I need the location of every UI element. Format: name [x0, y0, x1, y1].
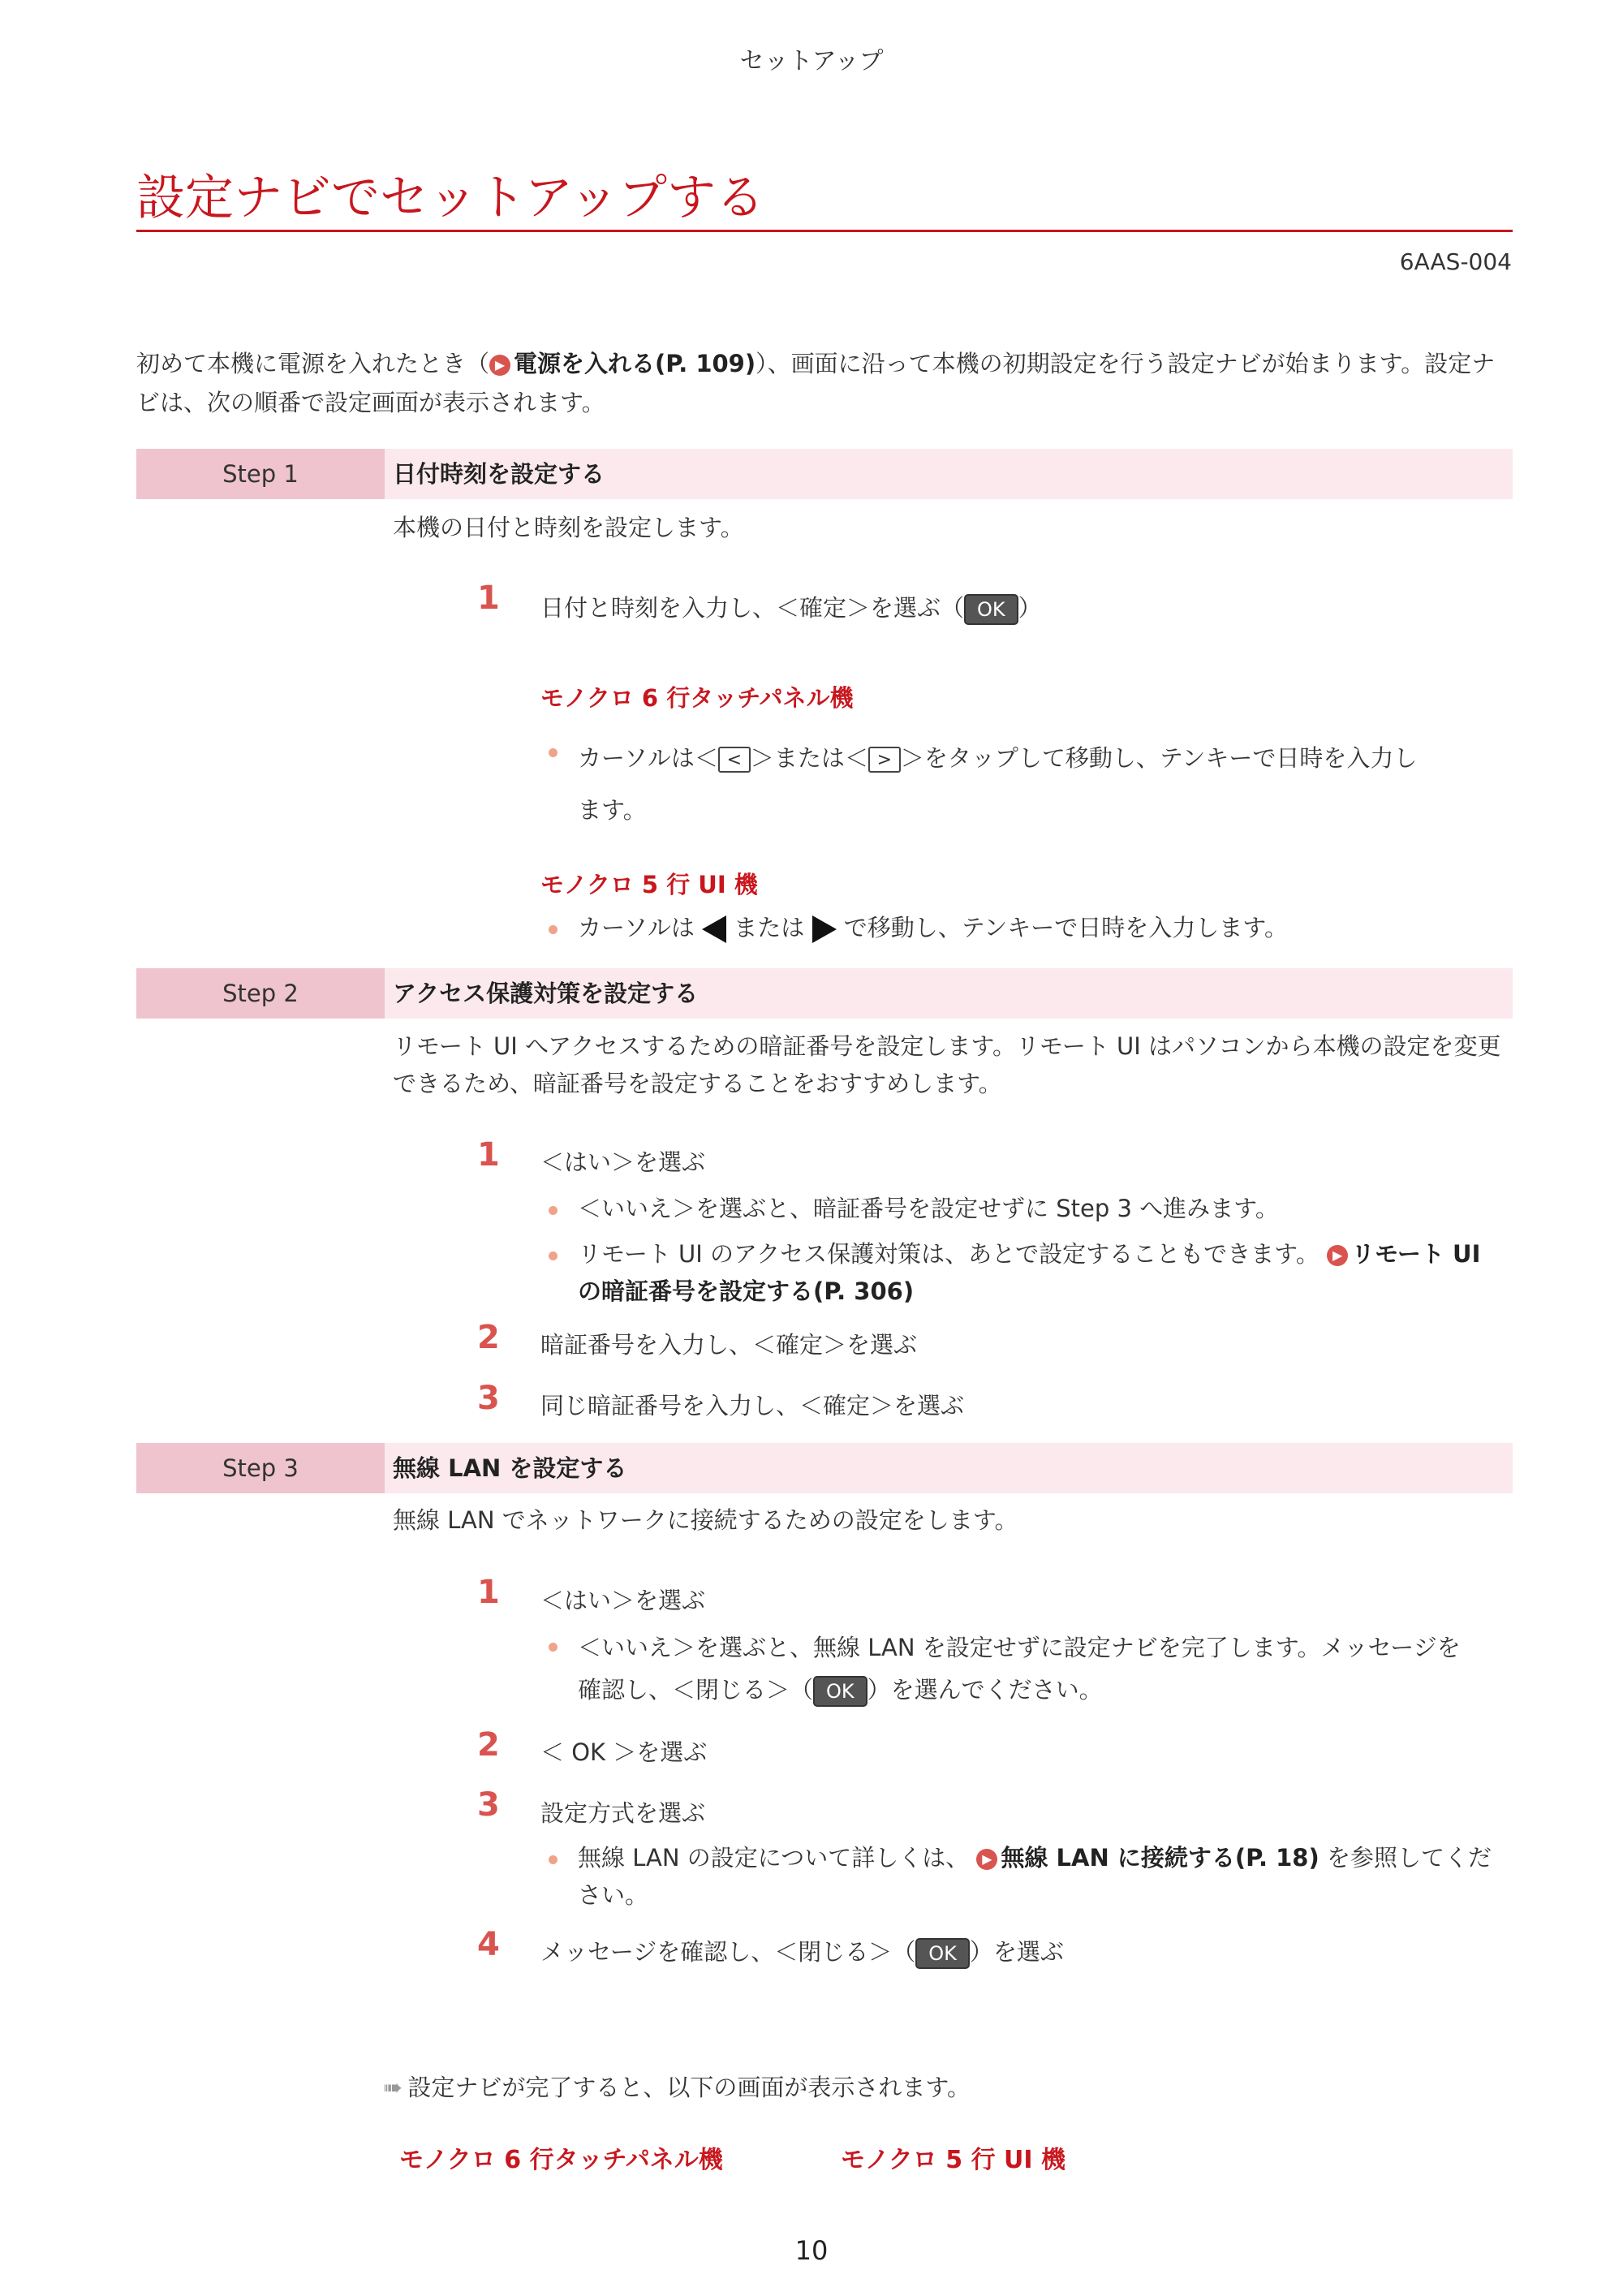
step2-title: アクセス保護対策を設定する [385, 968, 1513, 1019]
intro-text-1: 初めて本機に電源を入れたとき（ [136, 350, 490, 377]
result-arrow-icon: ➠ [383, 2074, 403, 2101]
step1-label: Step 1 [136, 449, 385, 499]
step1-bullet-touchpanel [549, 732, 1506, 836]
link-arrow-icon: ▶ [489, 355, 510, 376]
step3-bullet-1 [549, 1626, 1506, 1711]
step1-item1-text-b: ） [1018, 594, 1042, 622]
step2-item3-number: 3 [477, 1380, 500, 1417]
bullet-text: ＜いいえ＞を選ぶと、暗証番号を設定せずに Step 3 へ進みます。 [578, 1195, 1279, 1222]
bullet-text-a: 無線 LAN の設定について詳しくは、 [578, 1844, 970, 1872]
bullet-text-a: ＜いいえ＞を選ぶと、無線 LAN を設定せずに設定ナビを完了します。メッセージを [578, 1634, 1461, 1661]
bullet-dot [549, 925, 558, 934]
step3-item4-text-a: メッセージを確認し、＜閉じる＞（ [540, 1938, 916, 1966]
step2-item3-text: 同じ暗証番号を入力し、＜確定＞を選ぶ [540, 1392, 965, 1419]
step1-bullet-5line [549, 909, 1506, 946]
bullet-text-a: カーソルは＜ [578, 744, 718, 772]
power-on-link[interactable] [489, 350, 756, 377]
step3-item4-text-b: ）を選ぶ [969, 1938, 1064, 1966]
step2-item2-number: 2 [477, 1319, 500, 1356]
step2-description: リモート UI へアクセスするための暗証番号を設定します。リモート UI はパソコンから本機の設定を変更できるため、暗証番号を設定することをおすすめします。 [393, 1032, 1501, 1097]
result-text: 設定ナビが完了すると、以下の画面が表示されます。 [407, 2074, 971, 2101]
page-number: 10 [794, 2235, 829, 2266]
step3-description: 無線 LAN でネットワークに接続するための設定をします。 [393, 1506, 1018, 1534]
model-subheading-5line: モノクロ 5 行 UI 機 [540, 871, 758, 898]
step3-bullet-3 [549, 1839, 1506, 1914]
bullet-dot [549, 1643, 558, 1652]
ok-key-icon: OK [964, 594, 1018, 625]
title-underline [136, 230, 1513, 232]
left-arrow-key-icon [702, 915, 726, 943]
result-line [383, 2070, 971, 2103]
step1-item1-text-a: 日付と時刻を入力し、＜確定＞を選ぶ（ [540, 594, 965, 622]
bullet-text-b: 確認し、＜閉じる＞（ [578, 1676, 814, 1704]
wireless-lan-link[interactable] [976, 1844, 1319, 1872]
right-arrow-key-icon [812, 915, 837, 943]
bullet-text-b: を参照してください。 [578, 1844, 1492, 1909]
step1-item1-text [540, 590, 1042, 625]
caption-5line-ui: モノクロ 5 行 UI 機 [841, 2146, 1065, 2174]
step3-item1-number: 1 [477, 1574, 500, 1611]
step3-item3-number: 3 [477, 1786, 500, 1824]
link-arrow-icon: ▶ [976, 1849, 997, 1870]
cursor-right-key-icon: > [868, 747, 901, 773]
intro-paragraph [136, 344, 1513, 422]
ok-key-icon: OK [813, 1676, 867, 1707]
bullet-text: リモート UI のアクセス保護対策は、あとで設定することもできます。 [578, 1240, 1319, 1268]
step2-bullet-2 [549, 1235, 1506, 1310]
bullet-text-d: ます。 [578, 796, 647, 824]
step3-title: 無線 LAN を設定する [385, 1443, 1513, 1493]
bullet-text-a: カーソルは [578, 914, 695, 941]
step3-item3-text: 設定方式を選ぶ [540, 1799, 706, 1827]
remote-ui-pin-link-text: リモート UI の暗証番号を設定する(P. 306) [578, 1240, 1481, 1305]
cursor-left-key-icon: < [718, 747, 751, 773]
step2-label: Step 2 [136, 968, 385, 1019]
step2-item1-number: 1 [477, 1136, 500, 1174]
step3-label: Step 3 [136, 1443, 385, 1493]
step2-item1-text: ＜はい＞を選ぶ [540, 1148, 706, 1176]
bullet-text-c: で移動し、テンキーで日時を入力します。 [843, 914, 1288, 941]
step2-item2-text: 暗証番号を入力し、＜確定＞を選ぶ [540, 1331, 918, 1359]
bullet-text-b: ＞または＜ [750, 744, 868, 772]
caption-6line-touchpanel: モノクロ 6 行タッチパネル機 [399, 2146, 723, 2174]
bullet-dot [549, 748, 558, 757]
bullet-dot [549, 1855, 558, 1864]
step3-item2-text: ＜ OK ＞を選ぶ [540, 1738, 708, 1766]
page-title: 設定ナビでセットアップする [136, 170, 764, 226]
model-subheading-6line: モノクロ 6 行タッチパネル機 [540, 684, 854, 712]
bullet-text-b: または [734, 914, 805, 941]
wireless-lan-link-text: 無線 LAN に接続する(P. 18) [1001, 1844, 1319, 1872]
power-on-link-text: 電源を入れる(P. 109) [514, 350, 756, 377]
step2-bullet-1 [549, 1190, 1506, 1227]
ok-key-icon: OK [915, 1938, 970, 1969]
bullet-dot [549, 1206, 558, 1215]
bullet-text-c: ＞をタップして移動し、テンキーで日時を入力し [900, 744, 1418, 772]
step1-title: 日付時刻を設定する [385, 449, 1513, 499]
bullet-text-c: ）を選んでください。 [867, 1676, 1103, 1704]
running-header: セットアップ [739, 47, 884, 75]
link-arrow-icon: ▶ [1327, 1245, 1348, 1266]
bullet-dot [549, 1251, 558, 1260]
step3-item1-text: ＜はい＞を選ぶ [540, 1587, 706, 1614]
step3-item4-number: 4 [477, 1926, 500, 1963]
step1-description: 本機の日付と時刻を設定します。 [393, 514, 744, 541]
document-id: 6AAS-004 [1399, 248, 1512, 275]
step3-item2-number: 2 [477, 1726, 500, 1764]
intro-text-2: ）、画面に沿って本機の初期設定を行う設定ナビが始まります。設定ナビは、次の順番で設定画面が表示されます。 [136, 350, 1496, 416]
step3-item4-text [540, 1934, 1064, 1969]
step1-item1-number: 1 [477, 579, 500, 617]
